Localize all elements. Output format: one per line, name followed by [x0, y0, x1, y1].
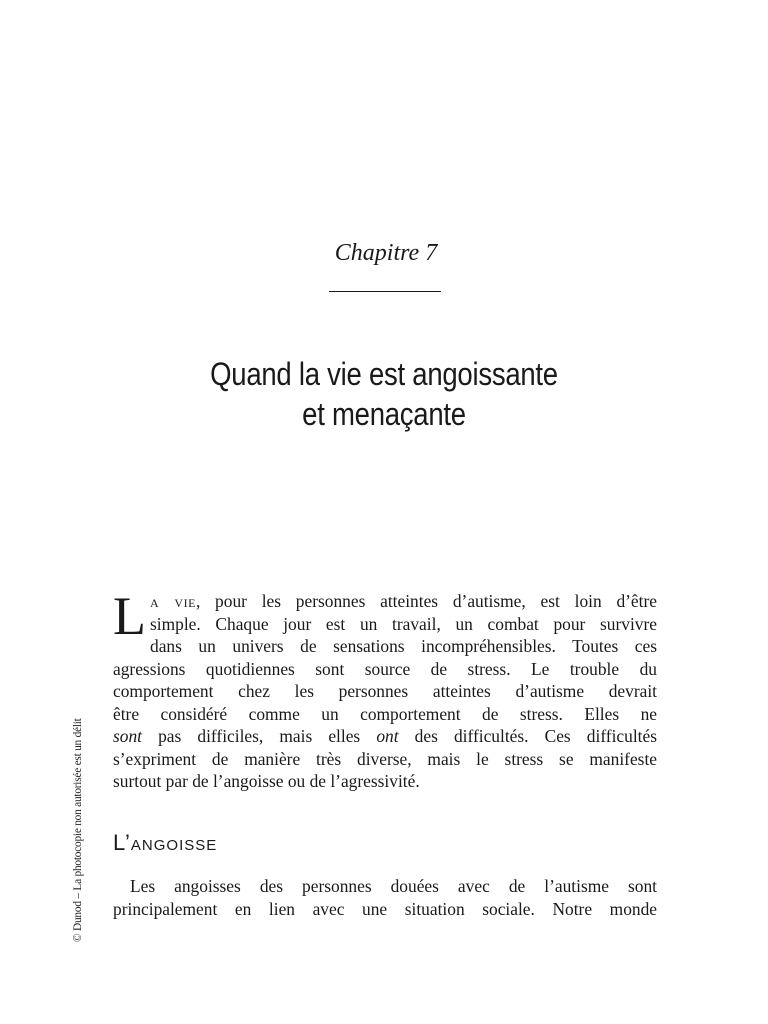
line-text: des difficultés. Ces difficultés [398, 726, 657, 746]
line-text: , pour les personnes atteintes d’autisme, est loin d’être [195, 591, 657, 611]
section-paragraph [113, 875, 657, 920]
chapter-title [54, 354, 714, 434]
lead-small-caps: a vie [150, 591, 196, 611]
paragraph-line: surtout par de l’angoisse ou de l’agressivité. [113, 771, 420, 791]
paragraph-line: comportement chez les personnes atteintes d’autisme devrait [113, 681, 657, 701]
paragraph-line: agressions quotidiennes sont source de stress. Le trouble du [113, 658, 657, 679]
paragraph-line: s’expriment de manière très diverse, mais le stress se manifeste [113, 748, 657, 769]
chapter-title-line-1: Quand la vie est angoissante [210, 356, 558, 392]
paragraph-line: simple. Chaque jour est un travail, un combat pour survivre [150, 613, 657, 634]
intro-paragraph [113, 586, 657, 793]
copyright-side-notice: © Dunod – La photocopie non autorisée est un délit [72, 718, 84, 942]
section-heading-prefix: L’ [113, 830, 131, 855]
drop-cap: L [113, 586, 146, 646]
section-heading-word: angoisse [130, 830, 218, 855]
emphasis-ont: ont [376, 726, 399, 746]
paragraph-line: principalement en lien avec une situation sociale. Notre monde [113, 898, 657, 919]
section-heading [113, 830, 217, 856]
line-text: pas difficiles, mais elles [142, 726, 377, 746]
paragraph-line: Les angoisses des personnes douées avec de l’autisme sont [130, 876, 657, 896]
paragraph-line [113, 590, 657, 613]
paragraph-line [113, 725, 657, 748]
chapter-label: Chapitre 7 [334, 240, 438, 266]
chapter-title-line-2: et menaçante [302, 396, 466, 432]
paragraph-line: être considéré comme un comportement de stress. Elles ne [113, 703, 657, 724]
paragraph-line: dans un univers de sensations incompréhensibles. Toutes ces [150, 636, 657, 656]
chapter-rule [329, 291, 441, 292]
emphasis-sont: sont [113, 726, 142, 746]
